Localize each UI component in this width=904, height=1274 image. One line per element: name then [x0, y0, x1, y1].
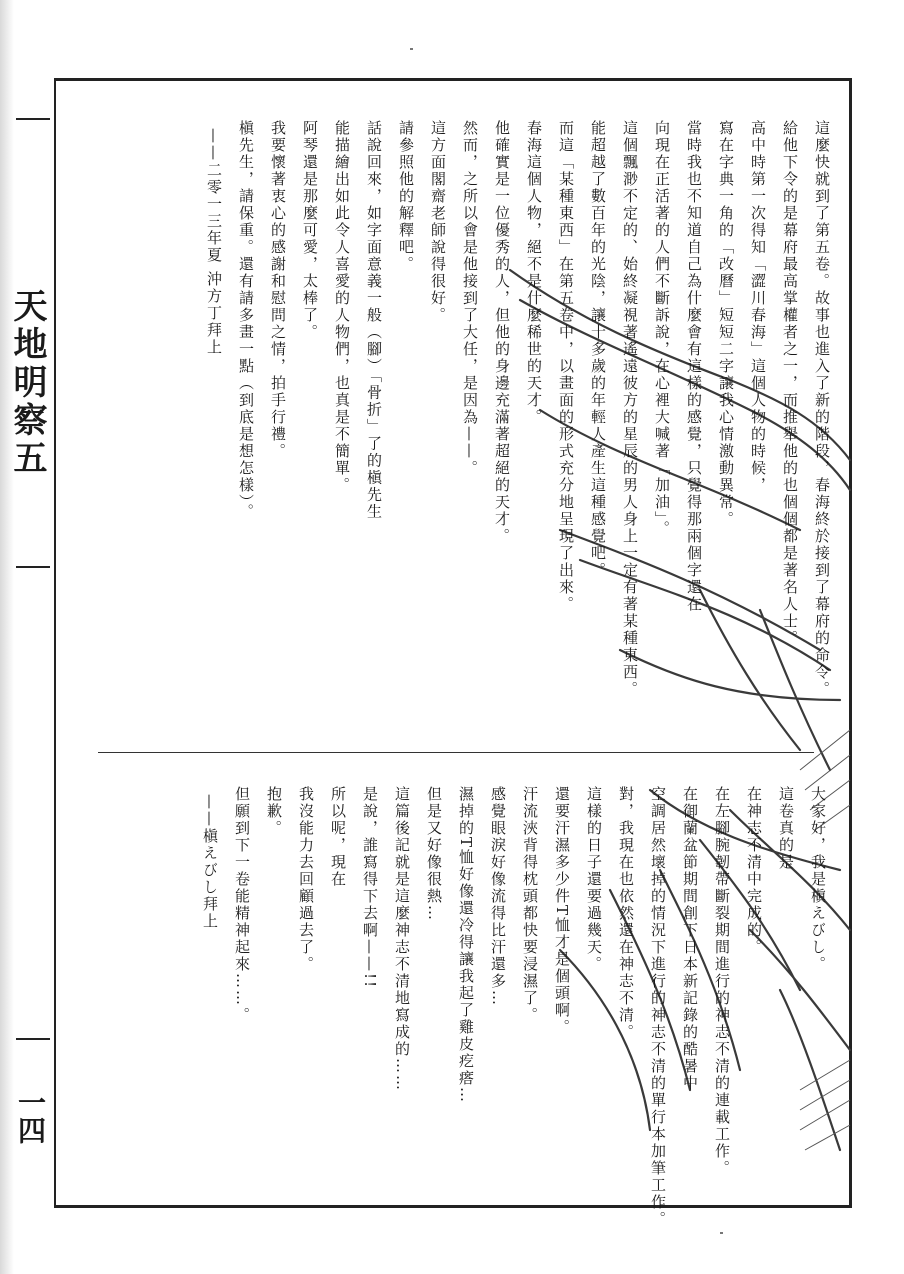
book-title: 天地明察五 — [7, 288, 47, 478]
text-column: 這麼快就到了第五卷。故事也進入了新的階段，春海終於接到了幕府的命令。 — [813, 120, 831, 698]
side-rule-top — [16, 118, 50, 120]
text-column: 但是又好像很熱… — [425, 786, 443, 922]
text-column: 我沒能力去回顧過去了。 — [297, 786, 315, 973]
text-column: 這卷真的是 — [777, 786, 795, 871]
section-divider — [98, 752, 814, 753]
text-column: 給他下令的是幕府最高掌權者之一，而推舉他的也個個都是著名人士。 — [781, 120, 799, 647]
text-column: 槇先生，請保重。還有請多畫一點（到底是想怎樣）。 — [237, 120, 255, 521]
text-column: 對，我現在也依然還在神志不清。 — [617, 786, 635, 1041]
text-column: 這方面閣齋老師說得很好。 — [429, 120, 447, 324]
scan-speck — [720, 1232, 723, 1234]
text-column: 在御蘭盆節期間創下日本新記錄的酷暑中 — [681, 786, 699, 1092]
text-column: 濕掉的T恤好像還冷得讓我起了雞皮疙瘩… — [457, 786, 475, 1105]
side-rule-lower — [16, 1038, 50, 1040]
author-afterword — [198, 120, 838, 740]
page-gutter-shadow — [0, 0, 14, 1274]
text-column: 能描繪出如此令人喜愛的人物們，也真是不簡單。 — [333, 120, 351, 494]
side-rail — [7, 78, 56, 1208]
artist-afterword — [194, 786, 834, 1228]
text-column: 請參照他的解釋吧。 — [397, 120, 415, 273]
text-column: 大家好，我是槇えびし。 — [809, 786, 827, 973]
text-column: 春海這個人物，絕不是什麼稀世的天才。 — [525, 120, 543, 426]
text-column: 寫在字典一角的「改曆」短短二字讓我心情激動異常。 — [717, 120, 735, 528]
side-rule-middle — [16, 566, 50, 568]
text-column: 抱歉。 — [265, 786, 283, 837]
text-column: 當時我也不知道自己為什麼會有這樣的感覺，只覺得那兩個字還在 — [685, 120, 703, 613]
text-column: 而這「某種東西」在第五卷中，以畫面的形式充分地呈現了出來。 — [557, 120, 575, 613]
text-column: 在神志不清中完成的。 — [745, 786, 763, 956]
text-column: 阿琴還是那麼可愛，太棒了。 — [301, 120, 319, 341]
page-number: 一四 — [14, 1088, 47, 1144]
text-column: 汗流浹背得枕頭都快要浸濕了。 — [521, 786, 539, 1024]
text-column: 能超越了數百年的光陰，讓十多歲的年輕人產生這種感覺吧。 — [589, 120, 607, 579]
text-column: 所以呢，現在 — [329, 786, 347, 888]
text-column: 感覺眼淚好像流得比汗還多… — [489, 786, 507, 1007]
text-column: 但願到下一卷能精神起來……。 — [233, 786, 251, 1024]
text-column: 在左腳腕韌帶斷裂期間進行的神志不清的連載工作。 — [713, 786, 731, 1177]
text-column: 是說，誰寫得下去啊——!! — [361, 786, 379, 990]
text-column: 空調居然壞掉的情況下進行的神志不清的單行本加筆工作。 — [649, 786, 667, 1228]
text-column: 這樣的日子還要過幾天。 — [585, 786, 603, 973]
text-column: 這個飄渺不定的、始終凝視著遙遠彼方的星辰的男人身上一定有著某種東西。 — [621, 120, 639, 698]
scan-speck — [410, 48, 413, 50]
text-column: 這篇後記就是這麼神志不清地寫成的…… — [393, 786, 411, 1092]
artist-signature: ——槇えびし拜上 — [201, 794, 219, 930]
author-signature: ——二零一三年夏 沖方丁拜上 — [205, 128, 223, 356]
text-column: 向現在正活著的人們不斷訴說，在心裡大喊著「加油」。 — [653, 120, 671, 538]
text-column: 然而，之所以會是他接到了大任，是因為——。 — [461, 120, 479, 477]
text-column: 高中時第一次得知「澀川春海」這個人物的時候， — [749, 120, 767, 494]
text-column: 還要汗濕多少件T恤才是個頭啊。 — [553, 786, 571, 1037]
text-column: 話說回來，如字面意義一般（腳）「骨折」了的槇先生 — [365, 120, 383, 521]
text-column: 他確實是一位優秀的人，但他的身邊充滿著超絕的天才。 — [493, 120, 511, 545]
text-column: 我要懷著衷心的感謝和慰問之情，拍手行禮。 — [269, 120, 287, 460]
